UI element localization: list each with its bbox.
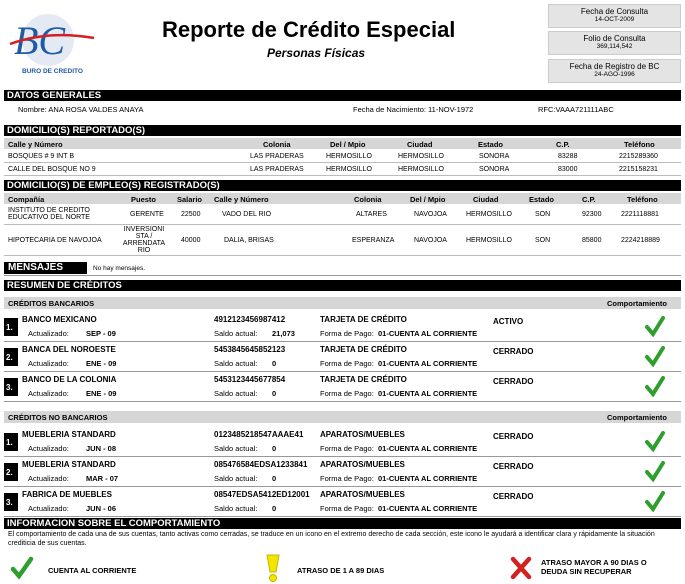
- rfc: RFC:VAAA721111ABC: [538, 105, 614, 114]
- item-number: 1.: [4, 433, 18, 451]
- account-number: 0123485218547AAAE41: [214, 430, 304, 439]
- check-icon: [10, 556, 34, 580]
- puesto-line: STA /: [135, 233, 153, 240]
- cell: 85800: [582, 237, 602, 244]
- saldo-value: 0: [272, 474, 277, 483]
- divider: [4, 401, 681, 402]
- divider: [4, 456, 681, 457]
- info-fecha-registro: [548, 59, 681, 83]
- cell: VADO DEL RIO: [222, 211, 272, 218]
- divider: [4, 275, 681, 276]
- saldo-value: 0: [272, 389, 277, 398]
- saldo-label: Saldo actual:: [214, 389, 258, 398]
- puesto-line: INVERSIONI: [123, 226, 165, 233]
- section-empleos: DOMICILIO(S) DE EMPLEO(S) REGISTRADO(S): [4, 180, 681, 191]
- account-status: CERRADO: [493, 432, 534, 441]
- account-number: 085476584EDSA1233841: [214, 460, 308, 469]
- creditor-name: MUEBLERIA STANDARD: [22, 430, 116, 439]
- logo: [8, 8, 98, 78]
- credit-type: TARJETA DE CRÉDITO: [320, 345, 407, 354]
- mensajes-text: No hay mensajes.: [93, 265, 146, 272]
- comportamiento-label: Comportamiento: [607, 413, 667, 422]
- info-value: 24-AGO-1996: [594, 71, 635, 78]
- account-status: CERRADO: [493, 462, 534, 471]
- forma-label: Forma de Pago:: [320, 329, 374, 338]
- col-header: Ciudad: [473, 195, 499, 204]
- divider: [4, 371, 681, 372]
- act-value: ENE - 09: [86, 359, 117, 368]
- account-number: 5453123445677854: [214, 375, 286, 384]
- saldo-label: Saldo actual:: [214, 444, 258, 453]
- account-status: CERRADO: [493, 347, 534, 356]
- buro-logo-icon: [8, 8, 98, 70]
- saldo-label: Saldo actual:: [214, 504, 258, 513]
- act-label: Actualizado:: [28, 474, 69, 483]
- cell: HIPOTECARIA DE NAVOJOA: [8, 237, 102, 244]
- comportamiento-label: Comportamiento: [607, 299, 667, 308]
- info-value: 14-OCT-2009: [594, 16, 635, 23]
- empleo-header-row: [4, 193, 681, 204]
- table-row: [4, 226, 681, 256]
- saldo-value: 0: [272, 504, 277, 513]
- logo-letters: BC: [14, 18, 66, 63]
- bancarios-title: CRÉDITOS BANCARIOS: [8, 299, 95, 308]
- col-header: Teléfono: [627, 195, 658, 204]
- cell: CALLE DEL BOSQUE NO 9: [8, 166, 96, 173]
- cell: 2221118881: [621, 211, 659, 218]
- cell: SON: [535, 237, 551, 244]
- account-number: 4912123456987412: [214, 315, 286, 324]
- warning-icon: [264, 553, 282, 583]
- credit-type: APARATOS/MUEBLES: [320, 430, 405, 439]
- report-subtitle: Personas Físicas: [267, 46, 366, 60]
- forma-value: 01-CUENTA AL CORRIENTE: [378, 329, 478, 338]
- col-header: Calle y Número: [8, 140, 63, 149]
- act-value: MAR - 07: [86, 474, 119, 483]
- cell-puesto: [122, 226, 166, 254]
- col-header: Colonia: [354, 195, 382, 204]
- creditor-name: BANCO DE LA COLONIA: [22, 375, 117, 384]
- col-header: Compañía: [8, 195, 45, 204]
- cell: HERMOSILLO: [326, 166, 372, 173]
- act-label: Actualizado:: [28, 359, 69, 368]
- col-header: Ciudad: [407, 140, 433, 149]
- cell: 40000: [181, 237, 201, 244]
- forma-value: 01-CUENTA AL CORRIENTE: [378, 444, 478, 453]
- act-label: Actualizado:: [28, 389, 69, 398]
- info-value: 369,114,542: [596, 43, 633, 50]
- credit-type: APARATOS/MUEBLES: [320, 460, 405, 469]
- divider: [4, 341, 681, 342]
- info-label: Folio de Consulta: [583, 34, 646, 43]
- fecha-nacimiento: Fecha de Nacimiento: 11-NOV-1972: [353, 105, 474, 114]
- puesto-line: RIO: [137, 247, 151, 254]
- col-header: C.P.: [582, 195, 596, 204]
- check-icon: [644, 460, 666, 482]
- legend-label: ATRASO DE 1 A 89 DIAS: [297, 566, 385, 575]
- saldo-label: Saldo actual:: [214, 474, 258, 483]
- legend-label: CUENTA AL CORRIENTE: [48, 566, 137, 575]
- act-label: Actualizado:: [28, 329, 69, 338]
- cell: 2215289360: [619, 153, 658, 160]
- item-number: 3.: [4, 378, 18, 396]
- cell: NAVOJOA: [414, 237, 447, 244]
- forma-value: 01-CUENTA AL CORRIENTE: [378, 474, 478, 483]
- cell: BOSQUES # 9 INT B: [8, 153, 75, 160]
- report-title: Reporte de Crédito Especial: [162, 17, 456, 42]
- info-label: Fecha de Registro de BC: [569, 62, 660, 71]
- account-number: 5453845645852123: [214, 345, 286, 354]
- cell: HERMOSILLO: [398, 166, 444, 173]
- col-header: C.P.: [556, 140, 570, 149]
- mensajes-title: MENSAJES: [8, 262, 64, 273]
- section-domicilios: DOMICILIO(S) REPORTADO(S): [4, 125, 681, 136]
- cell: 2224218889: [621, 237, 660, 244]
- puesto-line: ARRENDATA: [122, 240, 166, 247]
- cell: 83000: [558, 166, 578, 173]
- cell: SONORA: [479, 166, 510, 173]
- section-info-comportamiento: INFORMACION SOBRE EL COMPORTAMIENTO: [4, 518, 681, 529]
- cell: 2215158231: [619, 166, 658, 173]
- cell: SON: [535, 211, 551, 218]
- act-value: JUN - 06: [86, 504, 117, 513]
- cross-icon: [510, 556, 532, 580]
- check-icon: [644, 430, 666, 452]
- cell: LAS PRADERAS: [250, 153, 304, 160]
- cell: HERMOSILLO: [466, 237, 512, 244]
- act-value: JUN - 08: [86, 444, 117, 453]
- credit-type: APARATOS/MUEBLES: [320, 490, 405, 499]
- saldo-label: Saldo actual:: [214, 359, 258, 368]
- item-number: 1.: [4, 318, 18, 336]
- cell: HERMOSILLO: [466, 211, 512, 218]
- col-header: Puesto: [131, 195, 157, 204]
- cell: HERMOSILLO: [326, 153, 372, 160]
- saldo-value: 0: [272, 444, 277, 453]
- logo-caption: BURO DE CREDITO: [22, 68, 83, 75]
- forma-label: Forma de Pago:: [320, 474, 374, 483]
- account-number: 08547EDSA5412ED12001: [214, 490, 310, 499]
- act-label: Actualizado:: [28, 444, 69, 453]
- cell: SONORA: [479, 153, 510, 160]
- credit-type: TARJETA DE CRÉDITO: [320, 375, 407, 384]
- credit-type: TARJETA DE CRÉDITO: [320, 315, 407, 324]
- cell: INSTITUTO DE CREDITO EDUCATIVO DEL NORTE: [8, 207, 90, 221]
- account-status: ACTIVO: [493, 317, 524, 326]
- info-folio: [548, 31, 681, 55]
- col-header: Calle y Número: [214, 195, 269, 204]
- forma-value: 01-CUENTA AL CORRIENTE: [378, 504, 478, 513]
- check-icon: [644, 315, 666, 337]
- divider: [4, 486, 681, 487]
- account-status: CERRADO: [493, 492, 534, 501]
- saldo-value: 21,073: [272, 329, 295, 338]
- info-text: El comportamiento de cada una de sus cuentas, tanto activas como cerradas, se traduce en un icono en el extremo derecho de cada sección, este icono le ayudará a identificar clara y rápidamente la situación crediticia de sus cuentas.: [8, 531, 655, 547]
- cell: ALTARES: [356, 211, 387, 218]
- cell: 22500: [181, 211, 201, 218]
- item-number: 2.: [4, 463, 18, 481]
- check-icon: [644, 490, 666, 512]
- col-header: Estado: [478, 140, 504, 149]
- forma-label: Forma de Pago:: [320, 359, 374, 368]
- divider: [4, 516, 681, 517]
- forma-value: 01-CUENTA AL CORRIENTE: [378, 359, 478, 368]
- creditor-name: BANCO MEXICANO: [22, 315, 97, 324]
- col-header: Colonia: [263, 140, 291, 149]
- item-number: 2.: [4, 348, 18, 366]
- account-status: CERRADO: [493, 377, 534, 386]
- creditor-name: MUEBLERIA STANDARD: [22, 460, 116, 469]
- cell: HERMOSILLO: [398, 153, 444, 160]
- legend-label: ATRASO MAYOR A 90 DIAS O DEUDA SIN RECUPERAR: [541, 558, 647, 576]
- info-label: Fecha de Consulta: [580, 7, 649, 16]
- cell: ESPERANZA: [352, 237, 395, 244]
- cell: NAVOJOA: [414, 211, 447, 218]
- col-header: Teléfono: [624, 140, 655, 149]
- item-number: 3.: [4, 493, 18, 511]
- check-icon: [644, 375, 666, 397]
- saldo-value: 0: [272, 359, 277, 368]
- cell: LAS PRADERAS: [250, 166, 304, 173]
- cell: GERENTE: [130, 211, 164, 218]
- cell: 92300: [582, 211, 602, 218]
- check-icon: [644, 345, 666, 367]
- col-header: Estado: [529, 195, 555, 204]
- col-header: Del / Mpio: [330, 140, 366, 149]
- forma-label: Forma de Pago:: [320, 444, 374, 453]
- col-header: Salario: [177, 195, 203, 204]
- creditor-name: BANCA DEL NOROESTE: [22, 345, 116, 354]
- act-value: SEP - 09: [86, 329, 116, 338]
- forma-label: Forma de Pago:: [320, 389, 374, 398]
- saldo-label: Saldo actual:: [214, 329, 258, 338]
- bancarios-header: [4, 297, 681, 309]
- creditor-name: FABRICA DE MUEBLES: [22, 490, 112, 499]
- section-resumen: RESUMEN DE CRÉDITOS: [4, 280, 681, 291]
- forma-label: Forma de Pago:: [320, 504, 374, 513]
- no-bancarios-title: CRÉDITOS NO BANCARIOS: [8, 413, 108, 422]
- act-value: ENE - 09: [86, 389, 117, 398]
- act-label: Actualizado:: [28, 504, 69, 513]
- col-header: Del / Mpio: [410, 195, 446, 204]
- forma-value: 01-CUENTA AL CORRIENTE: [378, 389, 478, 398]
- section-datos-generales: DATOS GENERALES: [4, 90, 681, 101]
- info-fecha-consulta: [548, 4, 681, 28]
- cell: 83288: [558, 153, 578, 160]
- cell: DALIA, BRISAS: [224, 237, 274, 244]
- nombre: Nombre: ANA ROSA VALDES ANAYA: [18, 105, 144, 114]
